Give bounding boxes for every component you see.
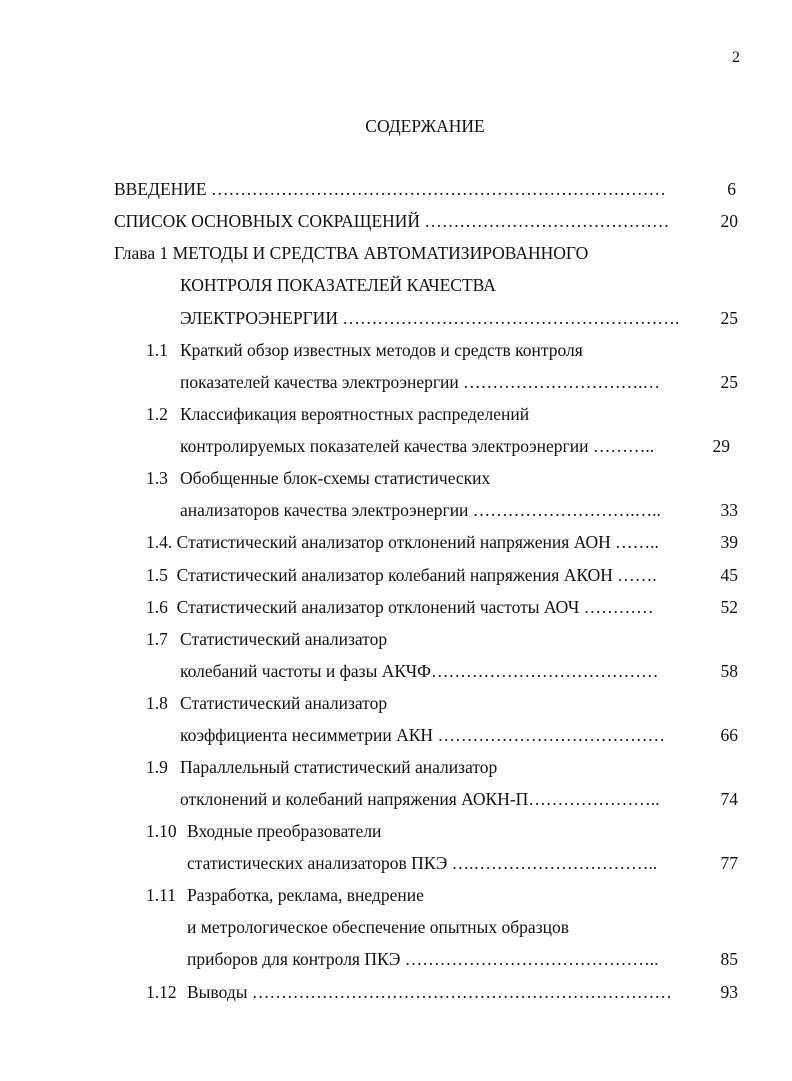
toc-section-number: 1.8 — [146, 693, 168, 713]
toc-section-1-11-line-2: и метрологическое обеспечение опытных образцов — [187, 917, 569, 937]
toc-page-1-12: 93 — [720, 982, 738, 1002]
toc-page-1-10: 77 — [720, 853, 738, 873]
page-title: СОДЕРЖАНИЕ — [365, 116, 485, 136]
toc-section-1-7-line-1: Статистический анализатор — [180, 629, 388, 649]
toc-page-1-5: 45 — [720, 565, 738, 585]
toc-chapter-1-line-1: Глава 1 МЕТОДЫ И СРЕДСТВА АВТОМАТИЗИРОВАННОГО — [114, 243, 589, 263]
page-number: 2 — [732, 49, 740, 66]
toc-section-1-10-line-2: статистических анализаторов ПКЭ ….………………………….. — [187, 853, 658, 873]
toc-page-1-9: 74 — [720, 789, 738, 809]
toc-page-1-1: 25 — [720, 372, 738, 392]
toc-page-chapter-1: 25 — [720, 308, 738, 328]
toc-section-number: 1.3 — [146, 468, 168, 488]
toc-entry-abbreviations: СПИСОК ОСНОВНЫХ СОКРАЩЕНИЙ …………………………………… — [114, 211, 670, 231]
toc-section-1-5: 1.5 Статистический анализатор колебаний напряжения АКОН ……. — [146, 565, 657, 585]
toc-page-1-6: 52 — [720, 597, 738, 617]
toc-section-number: 1.7 — [146, 629, 168, 649]
toc-page-1-8: 66 — [720, 725, 738, 745]
toc-section-1-7-line-2: колебаний частоты и фазы АКЧФ………………………………… — [180, 661, 659, 681]
toc-page-1-11: 85 — [720, 949, 738, 969]
toc-section-number: 1.1 — [146, 340, 168, 360]
toc-section-number: 1.10 — [146, 821, 177, 841]
toc-section-1-8-line-1: Статистический анализатор — [180, 693, 388, 713]
toc-section-number: 1.12 — [146, 982, 177, 1002]
toc-chapter-1-line-2: КОНТРОЛЯ ПОКАЗАТЕЛЕЙ КАЧЕСТВА — [180, 275, 496, 295]
toc-section-1-1-line-1: Краткий обзор известных методов и средств контроля — [180, 340, 583, 360]
toc-page-1-3: 33 — [720, 500, 738, 520]
toc-page-1-7: 58 — [720, 661, 738, 681]
toc-section-1-3-line-2: анализаторов качества электроэнергии ……………………….….. — [180, 500, 661, 520]
toc-page-intro: 6 — [727, 179, 736, 199]
toc-section-number: 1.9 — [146, 757, 168, 777]
toc-section-1-6: 1.6 Статистический анализатор отклонений частоты АОЧ ………… — [146, 597, 654, 617]
toc-section-1-9-line-1: Параллельный статистический анализатор — [180, 757, 498, 777]
toc-page-abbreviations: 20 — [720, 211, 738, 231]
toc-section-1-9-line-2: отклонений и колебаний напряжения АОКН-П………………….. — [180, 789, 660, 809]
toc-section-1-4: 1.4. Статистический анализатор отклонений напряжения АОН …….. — [146, 532, 659, 552]
toc-section-1-11-line-3: приборов для контроля ПКЭ …………………………………….. — [187, 949, 659, 969]
toc-section-1-3-line-1: Обобщенные блок-схемы статистических — [180, 468, 491, 488]
toc-chapter-1-line-3: ЭЛЕКТРОЭНЕРГИИ …………………………………………………. — [180, 308, 680, 328]
toc-section-1-8-line-2: коэффициента несимметрии АКН ………………………………… — [180, 725, 665, 745]
toc-entry-intro: ВВЕДЕНИЕ …………………………………………………………………… — [114, 179, 667, 199]
toc-section-number: 1.11 — [146, 885, 176, 905]
toc-section-1-12-line-1: Выводы ……………………………………………………………… — [187, 982, 672, 1002]
toc-section-number: 1.2 — [146, 404, 168, 424]
toc-page-1-4: 39 — [720, 532, 738, 552]
toc-section-1-11-line-1: Разработка, реклама, внедрение — [187, 885, 424, 905]
toc-section-1-2-line-1: Классификация вероятностных распределений — [180, 404, 530, 424]
toc-page-1-2: 29 — [712, 436, 730, 456]
toc-section-1-2-line-2: контролируемых показателей качества электроэнергии ……….. — [180, 436, 655, 456]
toc-section-1-1-line-2: показателей качества электроэнергии ………………………….… — [180, 372, 660, 392]
toc-section-1-10-line-1: Входные преобразователи — [187, 821, 382, 841]
